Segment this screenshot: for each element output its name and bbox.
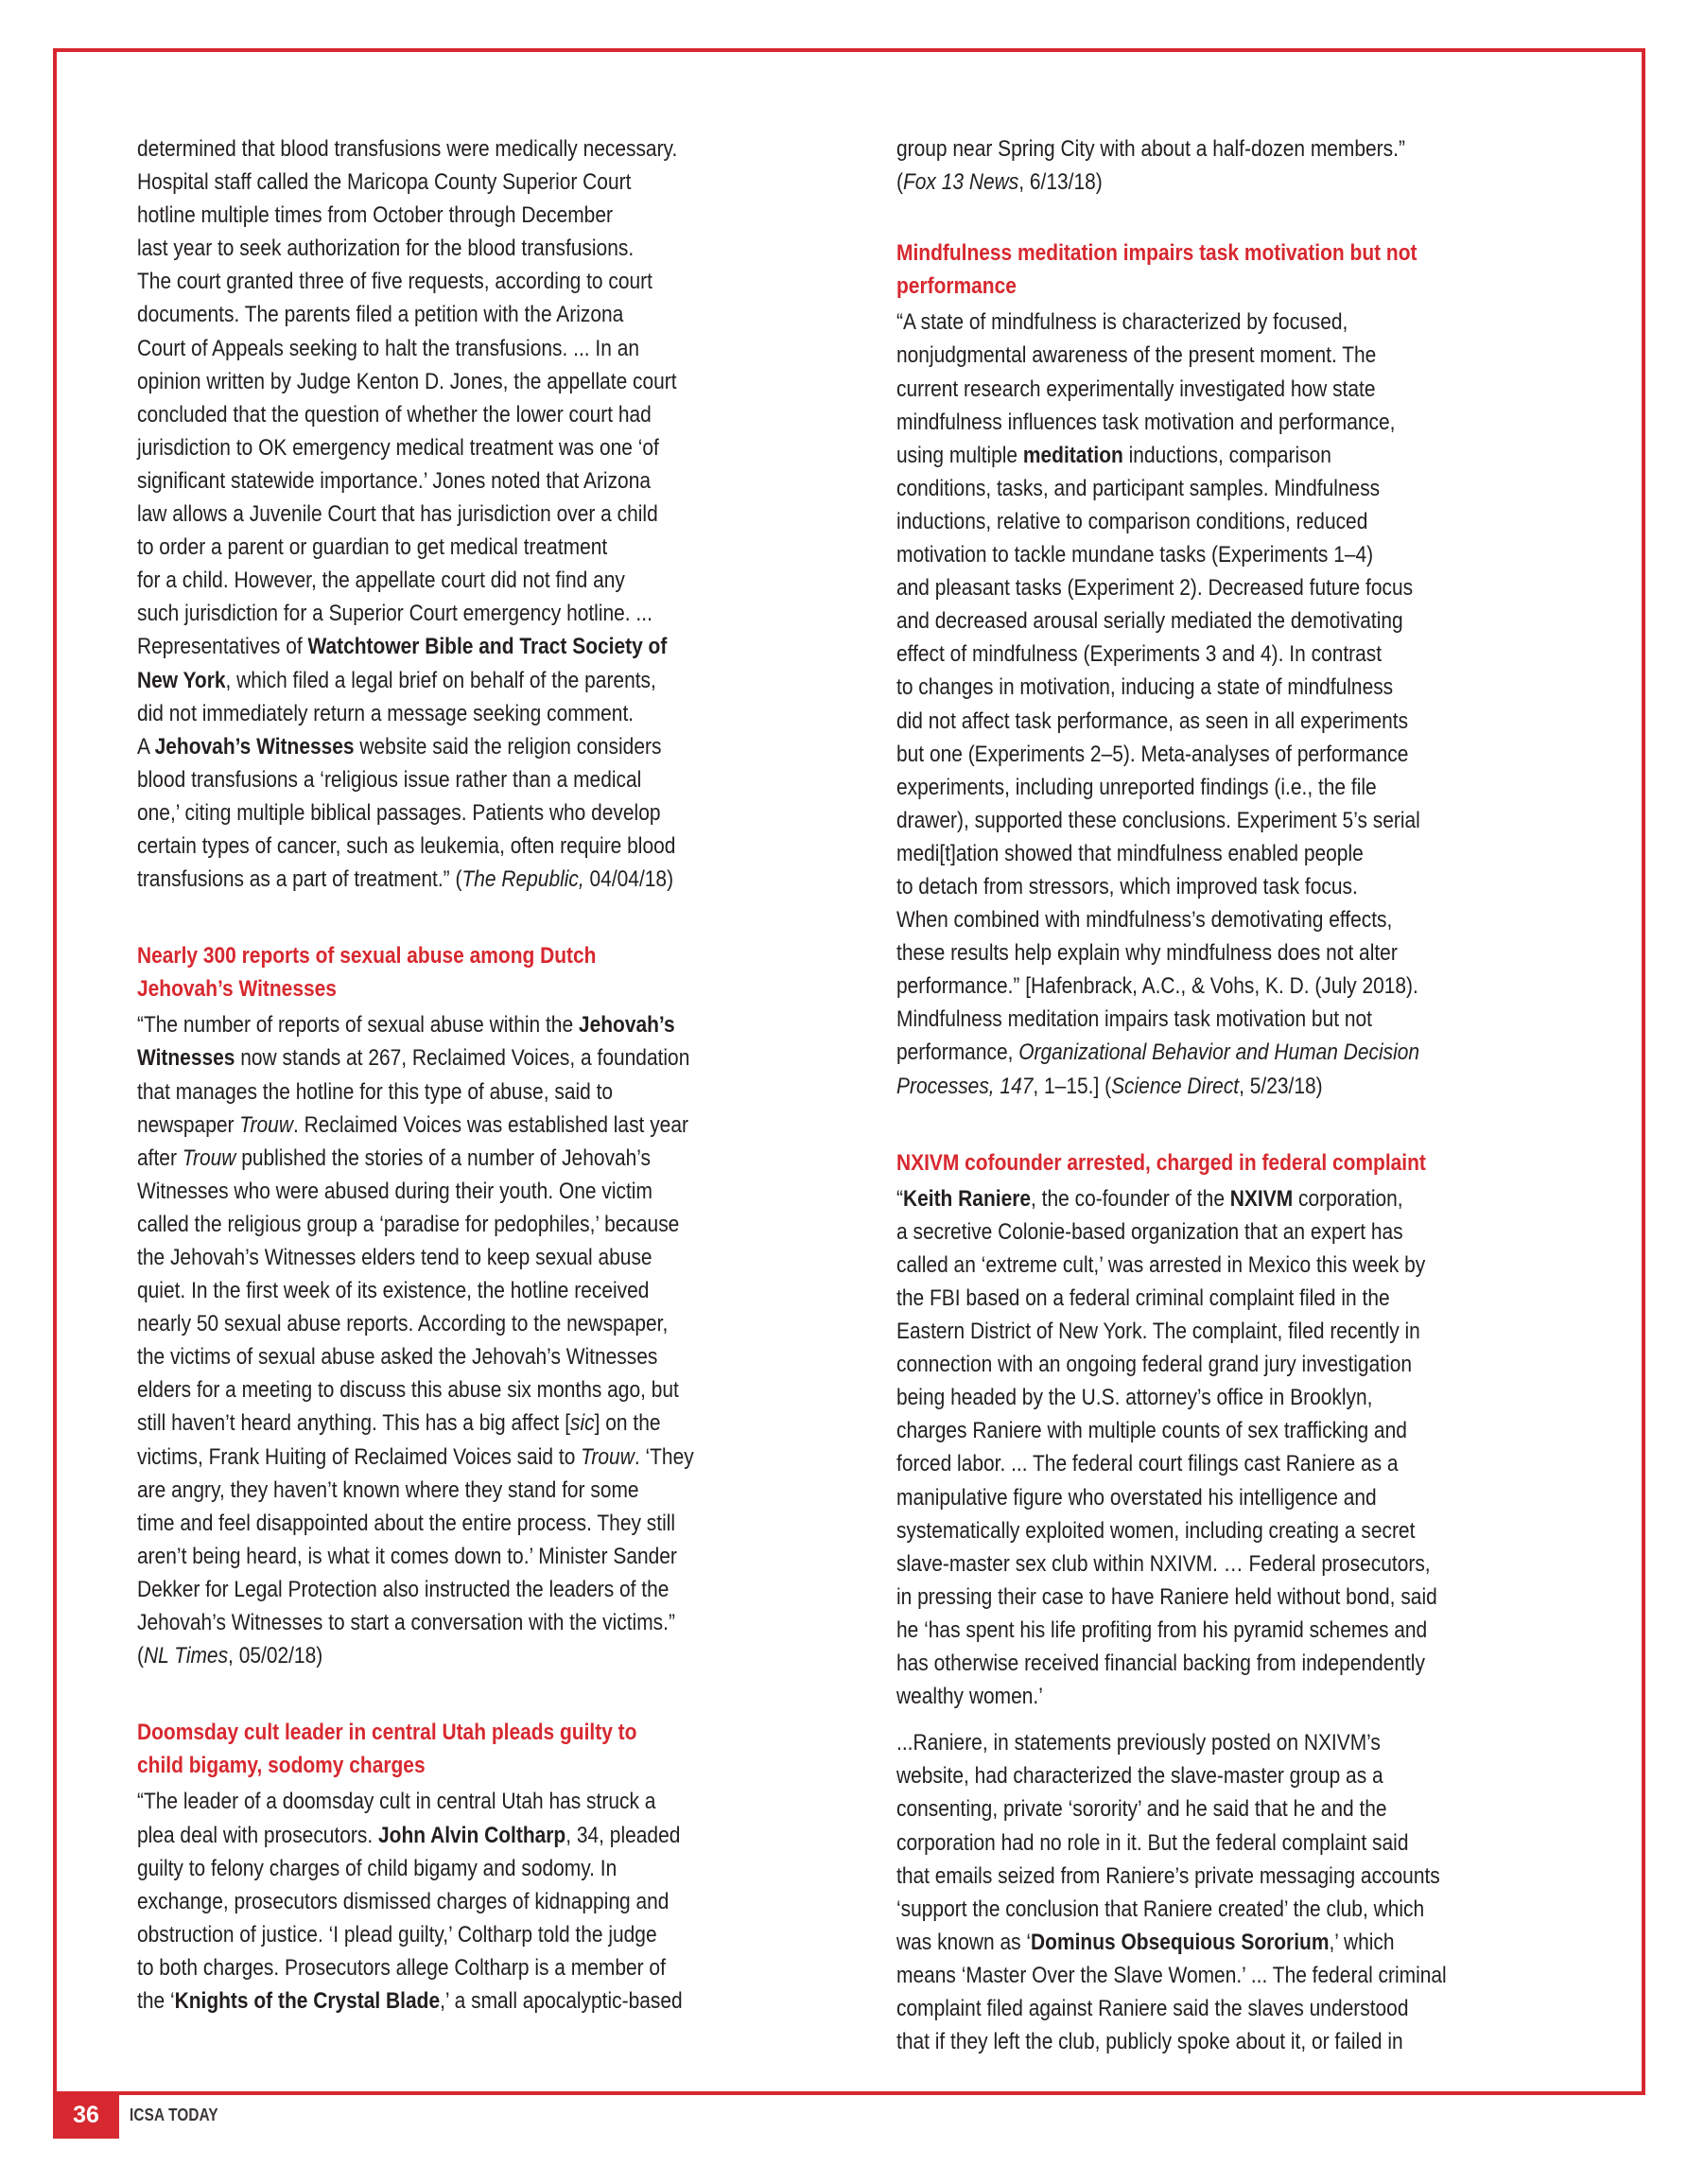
text-line [896,1647,1543,1680]
text-line [896,1581,1543,1614]
text: are angry, they haven’t known where they stand for some [137,1476,639,1503]
text-line [137,830,784,863]
text-line [896,1182,1543,1215]
text: A [137,733,155,760]
text: certain types of cancer, such as leukemia, often require blood [137,832,676,859]
text-line [137,1441,784,1474]
text: after [137,1144,183,1171]
text: in pressing their case to have Raniere held without bond, said [896,1583,1437,1610]
text: newspaper [137,1111,240,1138]
text: experiments, including unreported findings (i.e., the file [896,774,1377,800]
text: “ [896,1185,903,1212]
text-line [137,697,784,730]
text: corporation, [1293,1185,1403,1212]
text: the Jehovah’s Witnesses elders tend to keep sexual abuse [137,1245,652,1270]
text: The court granted three of five requests, according to court [137,269,652,295]
publication-title: ICSA TODAY [130,2105,218,2124]
headline-line [137,1716,784,1749]
text-line [137,1819,784,1852]
text: Nearly 300 reports of sexual abuse among Dutch [137,943,597,970]
text: , 1–15.] ( [1033,1073,1112,1099]
text: concluded that the question of whether the lower court had [137,401,652,428]
text: . ‘They [634,1443,694,1470]
text-line [137,1075,784,1109]
text-line [896,538,1543,571]
text-line [137,1340,784,1373]
text: ,’ a small apocalyptic-based [440,1987,683,2014]
text-line [896,439,1543,472]
bold-text: New York [137,667,226,693]
text-line [896,1992,1543,2025]
text: inductions, comparison [1122,442,1331,468]
text: slave-master sex club within NXIVM. … Federal prosecutors, [896,1550,1431,1577]
text: mindfulness influences task motivation and performance, [896,409,1396,435]
bold-text: Keith Raniere [902,1185,1032,1212]
text-line [896,1959,1543,1992]
text: connection with an ongoing federal grand jury investigation [896,1352,1412,1378]
text: jurisdiction to OK emergency medical treatment was one ‘of [137,434,659,461]
text-line [896,1726,1543,1759]
text-line [896,1381,1543,1414]
text: and pleasant tasks (Experiment 2). Decreased future focus [896,575,1414,602]
doomsday-cult-article-continued [896,132,1543,199]
text-line [137,597,784,630]
headline-nxivm-cofounder-arrested [896,1146,1543,1179]
text-line [896,339,1543,372]
spacer [137,896,784,939]
text: such jurisdiction for a Superior Court emergency hotline. ... [137,601,652,627]
text-line [896,373,1543,406]
text: , 34, pleaded [565,1822,681,1848]
text: current research experimentally investigated how state [896,376,1376,402]
text: systematically exploited women, including creating a secret [896,1517,1416,1544]
text: ( [896,169,903,196]
bold-text: John Alvin Coltharp [378,1822,566,1848]
text: victims, Frank Huiting of Reclaimed Voices said to [137,1443,582,1470]
text: to detach from stressors, which improved task focus. [896,873,1358,900]
bold-text: Knights of the Crystal Blade [174,1987,441,2014]
text: Representatives of [137,634,308,660]
text-line [896,1070,1543,1103]
text-line [896,1215,1543,1249]
text: inductions, relative to comparison conditions, reduced [896,508,1368,534]
text-line [896,571,1543,604]
blood-transfusion-continued [137,132,784,896]
text: he ‘has spent his life profiting from his pyramid schemes and [896,1616,1428,1643]
text: hotline multiple times from October through December [137,202,613,229]
text: the victims of sexual abuse asked the Jehovah’s Witnesses [137,1344,658,1371]
text-line [896,1547,1543,1581]
text-line [896,837,1543,870]
text-line [896,1514,1543,1547]
text: Eastern District of New York. The complaint, filed recently in [896,1319,1420,1345]
text-line [137,1406,784,1440]
headline-dutch-jehovahs-witnesses [137,939,784,1005]
text: “The leader of a doomsday cult in central Utah has struck a [137,1789,656,1815]
text: NXIVM cofounder arrested, charged in federal complaint [896,1149,1426,1176]
text: now stands at 267, Reclaimed Voices, a foundation [235,1045,690,1072]
text: ] on the [594,1410,661,1437]
text-line [896,1614,1543,1647]
text-line [896,166,1543,199]
text: motivation to tackle mundane tasks (Experiments 1–4) [896,542,1374,568]
text: means ‘Master Over the Slave Women.’ ... The federal criminal [896,1962,1447,1988]
italic-text: Fox 13 News [902,169,1019,196]
text-line [137,1984,784,2018]
text: complaint filed against Raniere said the slaves understood [896,1995,1409,2021]
text: performance.” [Hafenbrack, A.C., & Vohs, K. D. (July 2018). [896,973,1418,1000]
text-line [896,1036,1543,1069]
headline-line [137,939,784,972]
text: the FBI based on a federal criminal complaint filed in the [896,1285,1390,1311]
text-line [896,1926,1543,1959]
left-column [137,132,784,2018]
text-line [137,564,784,597]
text: called the religious group a ‘paradise for pedophiles,’ because [137,1211,680,1237]
headline-line [137,972,784,1005]
text-line [896,406,1543,439]
text-line [137,1241,784,1274]
text-line [896,1315,1543,1348]
spacer [137,1672,784,1716]
text: group near Spring City with about a half-dozen members.” [896,136,1405,162]
text: , 05/02/18) [228,1643,323,1669]
text: using multiple [896,442,1023,468]
bold-text: Jehovah’s [578,1012,675,1039]
text-line [137,1274,784,1307]
text-line [137,332,784,365]
text: consenting, private ‘sorority’ and he said that he and the [896,1796,1387,1823]
text-line [137,1639,784,1672]
text-line [137,630,784,663]
text-line [137,1041,784,1075]
bold-text: meditation [1022,442,1123,468]
text-line [896,505,1543,538]
text: website said the religion considers [354,733,662,760]
text-line [896,970,1543,1003]
text-line [896,1680,1543,1713]
text: that if they left the club, publicly spoke about it, or failed in [896,2029,1403,2055]
text: corporation had no role in it. But the federal complaint said [896,1829,1409,1856]
bold-text: Watchtower Bible and Tract Society of [307,634,668,660]
text-line [896,1348,1543,1381]
text-line [896,1893,1543,1926]
text-line [896,1792,1543,1826]
text: When combined with mindfulness’s demotivating effects, [896,907,1393,934]
text-line [137,498,784,531]
italic-text: Science Direct [1111,1073,1240,1099]
text-line [896,870,1543,903]
text-line [896,804,1543,837]
text-line [137,1507,784,1540]
spacer [896,199,1543,236]
nxivm-article [896,1182,1543,1714]
text-line [896,671,1543,704]
text: wealthy women.’ [896,1684,1043,1710]
text-line [896,1282,1543,1315]
text-line [137,1918,784,1951]
doomsday-cult-article [137,1785,784,2018]
italic-text: The Republic, [461,866,584,893]
text: exchange, prosecutors dismissed charges of kidnapping and [137,1888,670,1914]
text: , the co-founder of the [1031,1185,1230,1212]
text: drawer), supported these conclusions. Experiment 5’s serial [896,807,1420,833]
text: nonjudgmental awareness of the present moment. The [896,342,1377,369]
bold-text: Dominus Obsequious Sororium [1031,1929,1330,1955]
text: did not immediately return a message seeking comment. [137,700,635,726]
text-line [137,1885,784,1918]
text: . Reclaimed Voices was established last year [292,1111,688,1138]
italic-text: Trouw [581,1443,635,1470]
text-line [137,1109,784,1142]
italic-text: Processes, 147 [896,1073,1034,1099]
text-line [137,199,784,232]
text: child bigamy, sodomy charges [137,1753,426,1779]
text: elders for a meeting to discuss this abuse six months ago, but [137,1377,679,1404]
italic-text: NL Times [143,1643,229,1669]
nxivm-article-continued [896,1726,1543,2058]
bold-text: Witnesses [137,1045,235,1072]
headline-doomsday-cult-utah [137,1716,784,1782]
text: was known as ‘ [896,1929,1032,1955]
text: , which filed a legal brief on behalf of the parents, [225,667,656,693]
text: law allows a Juvenile Court that has jurisdiction over a child [137,501,658,528]
headline-mindfulness-meditation [896,236,1543,303]
italic-text: Trouw [182,1144,236,1171]
text: blood transfusions a ‘religious issue rather than a medical [137,766,642,793]
text: transfusions as a part of treatment.” ( [137,866,462,893]
text-line [137,1951,784,1984]
text-line [137,1540,784,1573]
text-line [137,1008,784,1041]
text: charges Raniere with multiple counts of sex trafficking and [896,1418,1407,1444]
text: Dekker for Legal Protection also instructed the leaders of the [137,1576,670,1602]
text: “The number of reports of sexual abuse within the [137,1012,579,1039]
text-line [896,1003,1543,1036]
text: aren’t being heard, is what it comes down to.’ Minister Sander [137,1543,677,1569]
text-line [137,1573,784,1606]
text: Court of Appeals seeking to halt the transfusions. ... In an [137,335,639,361]
text: determined that blood transfusions were medically necessary. [137,136,678,162]
text: opinion written by Judge Kenton D. Jones, the appellate court [137,368,677,394]
text: 04/04/18) [583,866,674,893]
text-line [137,1175,784,1208]
text-line [896,1759,1543,1792]
text-line [896,1249,1543,1282]
text: did not affect task performance, as seen in all experiments [896,708,1409,734]
text-line [137,398,784,431]
text-line [137,298,784,331]
text-line [896,2025,1543,2058]
text: website, had characterized the slave-master group as a [896,1763,1383,1790]
text: to order a parent or guardian to get medical treatment [137,534,608,561]
headline-line [896,1146,1543,1179]
text-line [896,738,1543,771]
text: significant statewide importance.’ Jones noted that Arizona [137,467,652,494]
text: conditions, tasks, and participant samples. Mindfulness [896,475,1381,501]
text: Doomsday cult leader in central Utah pleads guilty to [137,1720,637,1746]
text: performance [896,273,1017,300]
text: plea deal with prosecutors. [137,1822,379,1848]
text: still haven’t heard anything. This has a big affect [ [137,1410,571,1437]
text: these results help explain why mindfulness does not alter [896,940,1398,967]
text: to both charges. Prosecutors allege Coltharp is a member of [137,1954,666,1981]
text-line [896,1860,1543,1893]
text-line [137,265,784,298]
dutch-abuse-article [137,1008,784,1672]
text-line [137,365,784,398]
text-line [137,531,784,564]
bold-text: NXIVM [1229,1185,1294,1212]
text-line [137,464,784,498]
text: has otherwise received financial backing from independently [896,1651,1425,1677]
headline-line [896,236,1543,270]
text: a secretive Colonie-based organization that an expert has [896,1218,1403,1245]
text: Jehovah’s Witnesses [137,976,337,1003]
text: forced labor. ... The federal court filings cast Raniere as a [896,1451,1399,1477]
mindfulness-article [896,306,1543,1102]
text: Jehovah’s Witnesses to start a conversation with the victims.” [137,1610,675,1636]
text-line [137,763,784,796]
italic-text: Organizational Behavior and Human Decision [1018,1040,1420,1066]
text: ‘support the conclusion that Raniere created’ the club, which [896,1896,1425,1922]
text-line [896,132,1543,166]
italic-text: Trouw [239,1111,293,1138]
text: Mindfulness meditation impairs task motivation but not [896,240,1417,267]
text: for a child. However, the appellate court did not find any [137,568,625,594]
text: being headed by the U.S. attorney’s office in Brooklyn, [896,1385,1373,1411]
text-line [896,1481,1543,1514]
text-line [896,1826,1543,1860]
text-line [137,166,784,199]
text-line [137,232,784,265]
right-column [896,132,1543,2058]
text: , 5/23/18) [1239,1073,1323,1099]
bold-text: Jehovah’s Witnesses [154,733,355,760]
text-line [137,132,784,166]
text-line [137,1208,784,1241]
text: ,’ which [1329,1929,1395,1955]
text: that manages the hotline for this type of abuse, said to [137,1078,614,1105]
text: “A state of mindfulness is characterized by focused, [896,309,1348,336]
text-line [896,306,1543,339]
text: Hospital staff called the Maricopa County Superior Court [137,169,632,196]
text: the ‘ [137,1987,175,2014]
text: obstruction of justice. ‘I plead guilty,’ Coltharp told the judge [137,1921,657,1948]
text: nearly 50 sexual abuse reports. According to the newspaper, [137,1311,669,1337]
text: to changes in motivation, inducing a state of mindfulness [896,674,1394,701]
text: last year to seek authorization for the blood transfusions. [137,236,635,262]
text: and decreased arousal serially mediated the demotivating [896,608,1403,635]
text: called an ‘extreme cult,’ was arrested in Mexico this week by [896,1251,1426,1278]
text: time and feel disappointed about the entire process. They still [137,1510,676,1536]
text: performance, [896,1040,1019,1066]
text: published the stories of a number of Jehovah’s [235,1144,652,1171]
spacer [896,1713,1543,1726]
spacer [896,1103,1543,1146]
text-line [137,664,784,697]
text-line [896,472,1543,505]
text: but one (Experiments 2–5). Meta-analyses of performance [896,741,1409,767]
headline-line [137,1749,784,1782]
text-line [137,1474,784,1507]
text-line [137,1852,784,1885]
text-line [137,1142,784,1175]
text-line [896,936,1543,970]
text: effect of mindfulness (Experiments 3 and 4). In contrast [896,641,1383,668]
text: , 6/13/18) [1018,169,1103,196]
text: manipulative figure who overstated his intelligence and [896,1484,1377,1511]
text: that emails seized from Raniere’s private messaging accounts [896,1862,1440,1889]
text: documents. The parents filed a petition with the Arizona [137,302,624,328]
italic-text: sic [570,1410,595,1437]
text-line [137,1373,784,1406]
text-line [896,903,1543,936]
text-line [896,604,1543,638]
text: Witnesses who were abused during their youth. One victim [137,1178,652,1204]
text-line [137,863,784,896]
text: medi[t]ation showed that mindfulness enabled people [896,840,1364,866]
text-line [896,771,1543,804]
text-line [137,730,784,763]
text-line [896,1447,1543,1480]
text-line [137,1307,784,1340]
page-number: 36 [53,2091,119,2139]
text: quiet. In the first week of its existence, the hotline received [137,1278,650,1304]
headline-line [896,270,1543,303]
text-line [137,1785,784,1818]
text-line [137,796,784,830]
text: Mindfulness meditation impairs task motivation but not [896,1006,1372,1033]
text-line [896,638,1543,671]
text: one,’ citing multiple biblical passages. Patients who develop [137,799,661,826]
text-line [137,431,784,464]
text-line [896,705,1543,738]
text: ( [137,1643,144,1669]
text: guilty to felony charges of child bigamy and sodomy. In [137,1855,617,1881]
text: ...Raniere, in statements previously posted on NXIVM’s [896,1730,1381,1756]
text-line [137,1606,784,1639]
text-line [896,1414,1543,1447]
